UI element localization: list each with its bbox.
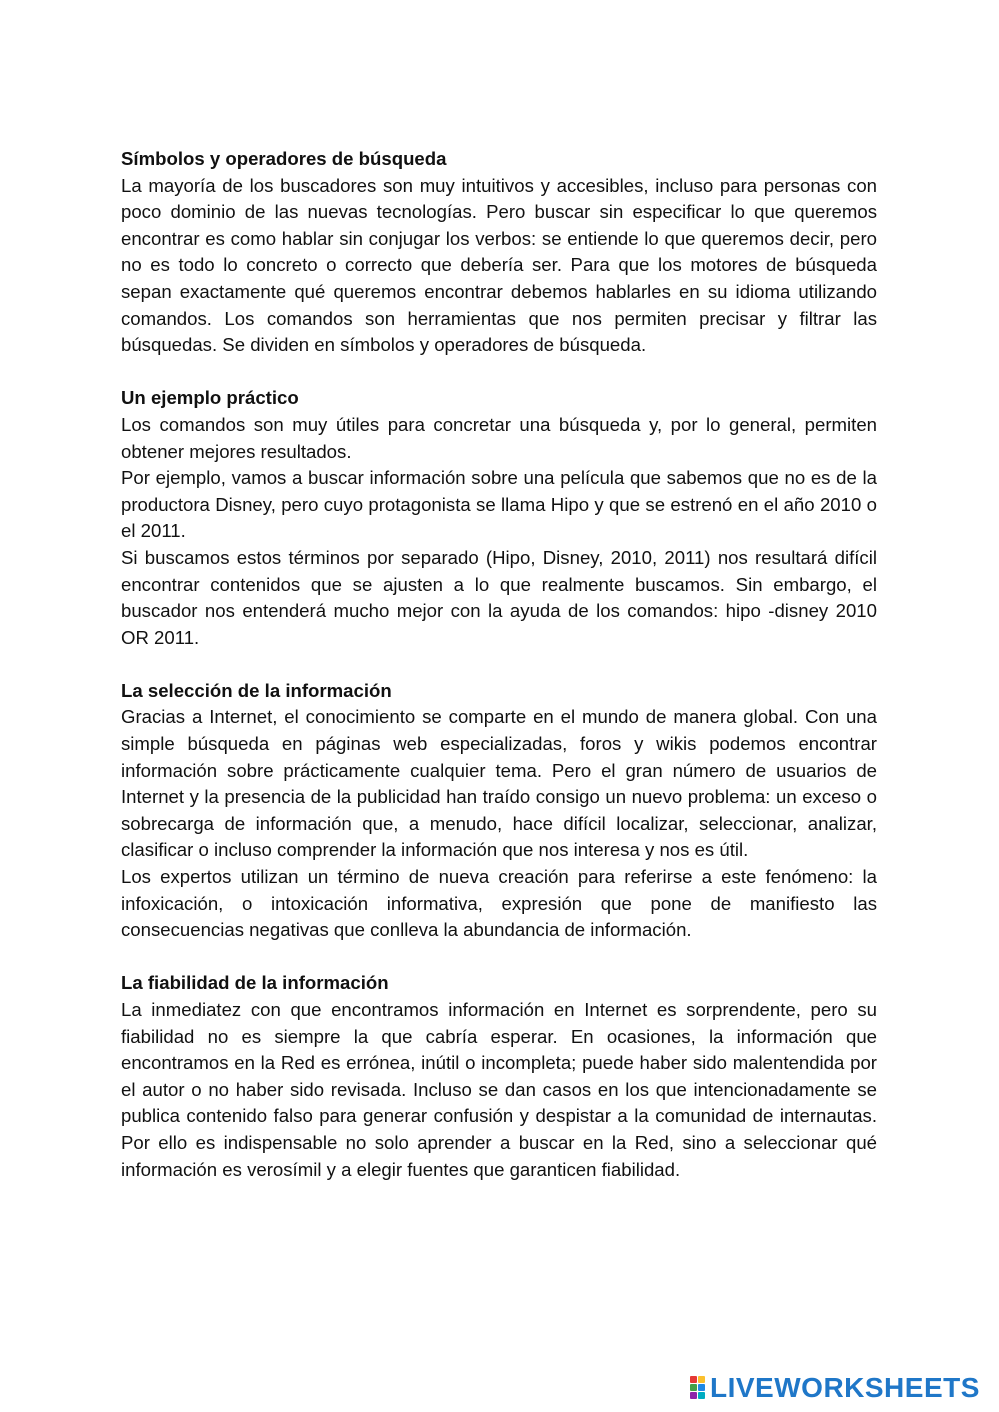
- paragraph: Si buscamos estos términos por separado (Hipo, Disney, 2010, 2011) nos resultará difícil encontrar contenidos que se ajusten a lo que realmente buscamos. Sin embargo, el buscador nos entenderá mucho mejor con la ayuda de los comandos: hipo -disney 2010 OR 2011.: [121, 546, 877, 648]
- logo-block: [698, 1392, 705, 1399]
- paragraph: La mayoría de los buscadores son muy intuitivos y accesibles, incluso para personas con poco dominio de las nuevas tecnologías. Pero buscar sin especificar lo que queremos encontrar es como hablar sin conjugar los verbos: se entiende lo que queremos decir, pero no es todo lo concreto o correcto que debería ser. Para que los motores de búsqueda sepan exactamente qué queremos encontrar debemos hablarles en su idioma utilizando comandos. Los comandos son herramientas que nos permiten precisar y filtrar las búsquedas. Se dividen en símbolos y operadores de búsqueda.: [121, 174, 877, 356]
- logo-block: [690, 1384, 697, 1391]
- section-heading: Un ejemplo práctico: [121, 387, 299, 409]
- logo-block: [698, 1384, 705, 1391]
- logo-block: [690, 1392, 697, 1399]
- liveworksheets-logo: [690, 1374, 980, 1402]
- liveworksheets-logo-icon: [690, 1376, 706, 1400]
- section-ejemplo: [121, 385, 877, 651]
- paragraph: Por ejemplo, vamos a buscar información sobre una película que sabemos que no es de la productora Disney, pero cuyo protagonista se llama Hipo y que se estrenó en el año 2010 o el 2011.: [121, 467, 877, 542]
- section-fiabilidad: [121, 970, 877, 1183]
- paragraph: Los comandos son muy útiles para concretar una búsqueda y, por lo general, permiten obtener mejores resultados.: [121, 413, 877, 462]
- logo-block: [690, 1376, 697, 1383]
- paragraph: La inmediatez con que encontramos información en Internet es sorprendente, pero su fiabilidad no es siempre la que cabría esperar. En ocasiones, la información que encontramos en la Red es errónea, inútil o incompleta; puede haber sido malentendida por el autor o no haber sido revisada. Incluso se dan casos en los que intencionadamente se publica contenido falso para generar confusión y despistar a la comunidad de internautas. Por ello es indispensable no solo aprender a buscar en la Red, sino a seleccionar qué información es verosímil y a elegir fuentes que garanticen fiabilidad.: [121, 999, 877, 1180]
- section-heading: Símbolos y operadores de búsqueda: [121, 148, 447, 169]
- paragraph: Gracias a Internet, el conocimiento se comparte en el mundo de manera global. Con una simple búsqueda en páginas web especializadas, foros y wikis podemos encontrar información sobre prácticamente cualquier tema. Pero el gran número de usuarios de Internet y la presencia de la publicidad han traído consigo un nuevo problema: un exceso o sobrecarga de información que, a menudo, hace difícil localizar, seleccionar, analizar, clasificar o incluso comprender la información que nos interesa y nos es útil.: [121, 706, 877, 861]
- section-heading: La fiabilidad de la información: [121, 972, 389, 994]
- document-body: [121, 146, 877, 1210]
- section-seleccion: [121, 678, 877, 944]
- section-heading: La selección de la información: [121, 679, 392, 701]
- logo-text: LIVEWORKSHEETS: [710, 1372, 980, 1403]
- logo-block: [698, 1376, 705, 1383]
- section-simbolos: [121, 146, 877, 359]
- paragraph: Los expertos utilizan un término de nueva creación para referirse a este fenómeno: la infoxicación, o intoxicación informativa, expresión que pone de manifiesto las consecuencias negativas que conlleva la abundancia de información.: [121, 866, 877, 941]
